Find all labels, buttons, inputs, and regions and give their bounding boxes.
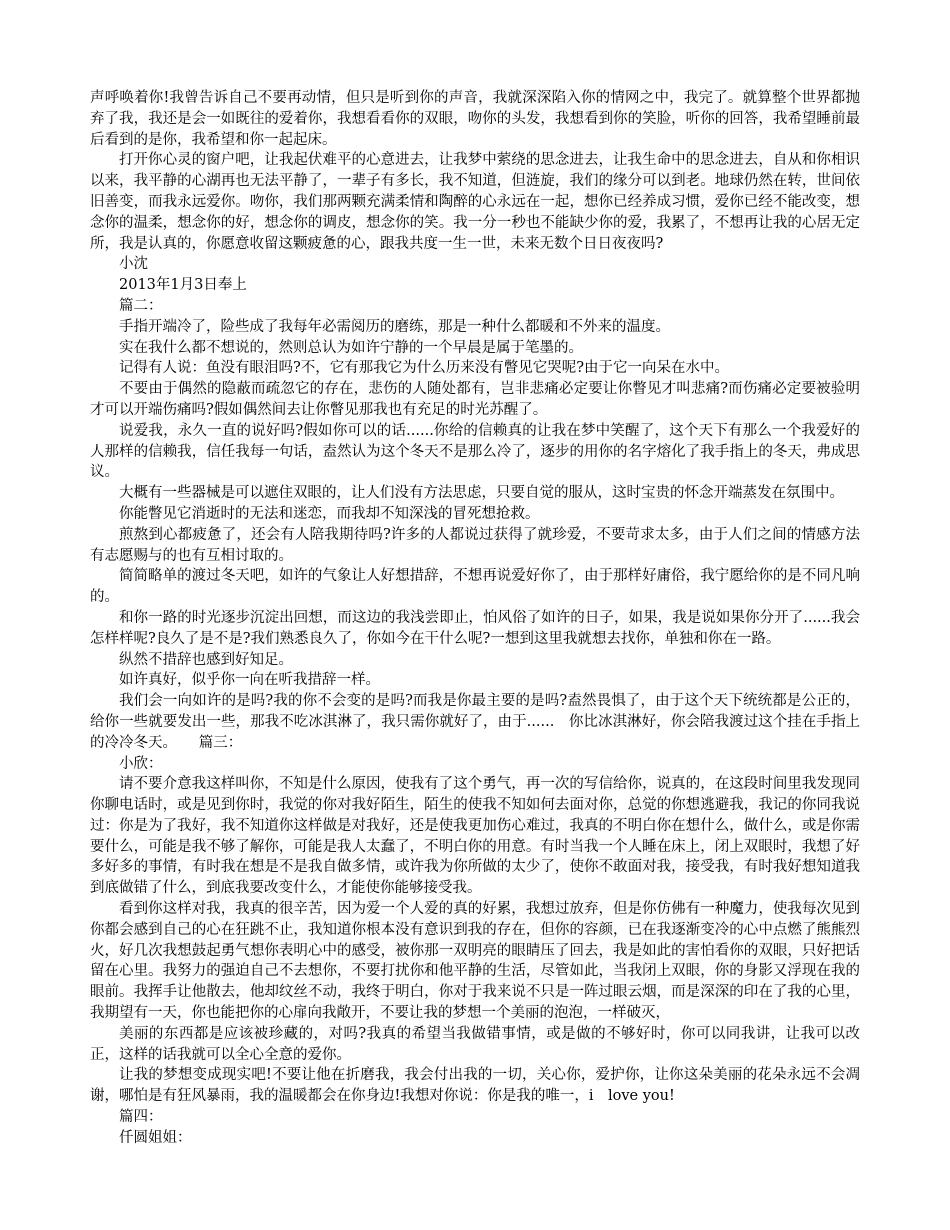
salutation: 小欣： (119, 755, 163, 772)
paragraph: 不要由于偶然的隐蔽而疏忽它的存在，悲伤的人随处都有，岂非悲痛必定要让你瞥见才叫悲痛?而伤痛必定要被验明才可以开端伤痛吗?假如偶然间去让你瞥见那我也有充足的时光苏醒了。 (90, 381, 860, 418)
paragraph: 煎熬到心都疲惫了，还会有人陪我期待吗?许多的人都说过获得了就珍爱，不要苛求太多，由于人们之间的情感方法有志愿赐与的也有互相讨取的。 (90, 526, 860, 564)
paragraph: 简简略单的渡过冬天吧，如许的气象让人好想措辞，不想再说爱好你了，由于那样好庸俗，我宁愿给你的是不同凡响的。 (90, 568, 860, 606)
paragraph: 说爱我，永久一直的说好吗?假如你可以的话......你给的信赖真的让我在梦中笑醒了，这个天下有那么一个我爱好的人那样的信赖我，信任我每一句话，盍然认为这个冬天不是那么冷了，逐步的用你的名字熔化了我手指上的冬天，弗成思议。 (90, 422, 860, 481)
paragraph: 请不要介意我这样叫你，不知是什么原因，使我有了这个勇气，再一次的写信给你，说真的，在这段时间里我发现同你聊电话时，或是见到你时，我觉的你对我好陌生，陌生的使我不知如何去面对你，总觉的你想逃避我，我记的你同我说过：你是为了我好，我不知道你这样做是对我好，还是使我更加伤心难过，我真的不明白你在想什么，做什么，或是你需要什么，可能是我不够了解你，可能是我人太蠢了，不明白你的用意。有时当我一个人睡在床上，闭上双眼时，我想了好多好多的事情，有时我在想是不是我自做多情，或许我为你所做的太少了，使你不敢面对我，接受我，有时我好想知道我到底做错了什么，到底我要改变什么，才能使你能够接受我。 (90, 776, 860, 897)
paragraph: 我们会一向如许的是吗?我的你不会变的是吗?而我是你最主要的是吗?盍然畏惧了，由于这个天下统统都是公正的，给你一些就要发出一些，那我不吃冰淇淋了，我只需你就好了，由于...... 你比冰淇淋好，你会陪我渡过这个挂在手指上的冷冷冬天。 篇三： (90, 693, 860, 751)
paragraph: 让我的梦想变成现实吧!不要让他在折磨我，我会付出我的一切，关心你，爱护你，让你这朵美丽的花朵永远不会凋谢，哪怕是有狂风暴雨，我的温暖都会在你身边!我想对你说：你是我的唯一，i love you! (90, 1067, 860, 1105)
paragraph: 记得有人说：鱼没有眼泪吗?不，它有那我它为什么历来没有瞥见它哭呢?由于它一向呆在水中。 (119, 360, 730, 377)
paragraph: 你能瞥见它消逝时的无法和迷恋，而我却不知深浅的冒死想抢救。 (119, 505, 540, 522)
paragraph: 打开你心灵的窗户吧，让我起伏难平的心意进去，让我梦中萦绕的思念进去，让我生命中的思念进去，自从和你相识以来，我平静的心湖再也无法平静了，一辈子有多长，我不知道，但涟旋，我们的缘分可以到老。地球仍然在转，世间依旧善变，而我永远爱你。吻你，我们那两颗充满柔情和陶醉的心永远在一起，想你已经养成习惯，爱你已经不能改变，想念你的温柔，想念你的好，想念你的调皮，想念你的笑。我一分一秒也不能缺少你的爱，我累了，不想再让我的心居无定所，我是认真的，你愿意收留这颗疲惫的心，跟我共度一生一世，未来无数个日日夜夜吗? (90, 152, 860, 252)
paragraph: 如许真好，似乎你一向在听我措辞一样。 (119, 672, 380, 689)
section-heading: 篇四： (119, 1109, 163, 1126)
paragraph: 手指开端冷了，险些成了我每年必需阅历的磨练，那是一种什么都暖和不外来的温度。 (119, 318, 670, 335)
paragraph: 实在我什么都不想说的，然则总认为如许宁静的一个早晨是属于笔墨的。 (119, 339, 583, 356)
paragraph: 大概有一些器械是可以遮住双眼的，让人们没有方法思虑，只要自觉的服从，这时宝贵的怀念开端蒸发在氛围中。 (119, 485, 844, 502)
signature-line: 小沈 (119, 256, 148, 273)
date-line: 2013年1月3日奉上 (119, 277, 247, 294)
paragraph: 美丽的东西都是应该被珍藏的，对吗?我真的希望当我做错事情，或是做的不够好时，你可以同我讲，让我可以改正，这样的话我就可以全心全意的爱你。 (90, 1025, 860, 1063)
salutation: 仟圆姐姐： (119, 1129, 192, 1146)
paragraph: 纵然不措辞也感到好知足。 (119, 651, 293, 668)
paragraph: 声呼唤着你!我曾告诉自己不要再动情，但只是听到你的声音，我就深深陷入你的情网之中，我完了。就算整个世界都抛弃了我，我还是会一如既往的爱着你，我想看看你的双眼，吻你的头发，我想看到你的笑脸，听你的回答，我希望睡前最后看到的是你，我希望和你一起起床。 (90, 90, 860, 148)
paragraph: 看到你这样对我，我真的很辛苦，因为爱一个人爱的真的好累，我想过放弃，但是你仿佛有一种魔力，使我每次见到你都会感到自己的心在狂跳不止，我知道你根本没有意识到我的存在，但你的容颜，已在我逐渐变冷的心中点燃了熊熊烈火，好几次我想鼓起勇气想你表明心中的感受，被你那一双明亮的眼睛压了回去，我是如此的害怕看你的双眼，只好把话留在心里。我努力的强迫自己不去想你，不要打扰你和他平静的生活，尽管如此，当我闭上双眼，你的身影又浮现在我的眼前。我挥手让他散去，他却纹丝不动，我终于明白，你对于我来说不只是一阵过眼云烟，而是深深的印在了我的心里，我期望有一天，你也能把你的心扉向我敞开，不要让我的梦想一个美丽的泡泡，一样破灭， (90, 901, 860, 1022)
document-body (90, 88, 860, 1149)
section-heading: 篇二： (119, 297, 163, 314)
paragraph: 和你一路的时光逐步沉淀出回想，而这边的我浅尝即止，怕风俗了如许的日子，如果，我是说如果你分开了......我会怎样样呢?良久了是不是?我们熟悉良久了，你如今在干什么呢?一想到这里我就想去找你，单独和你在一路。 (90, 609, 860, 647)
